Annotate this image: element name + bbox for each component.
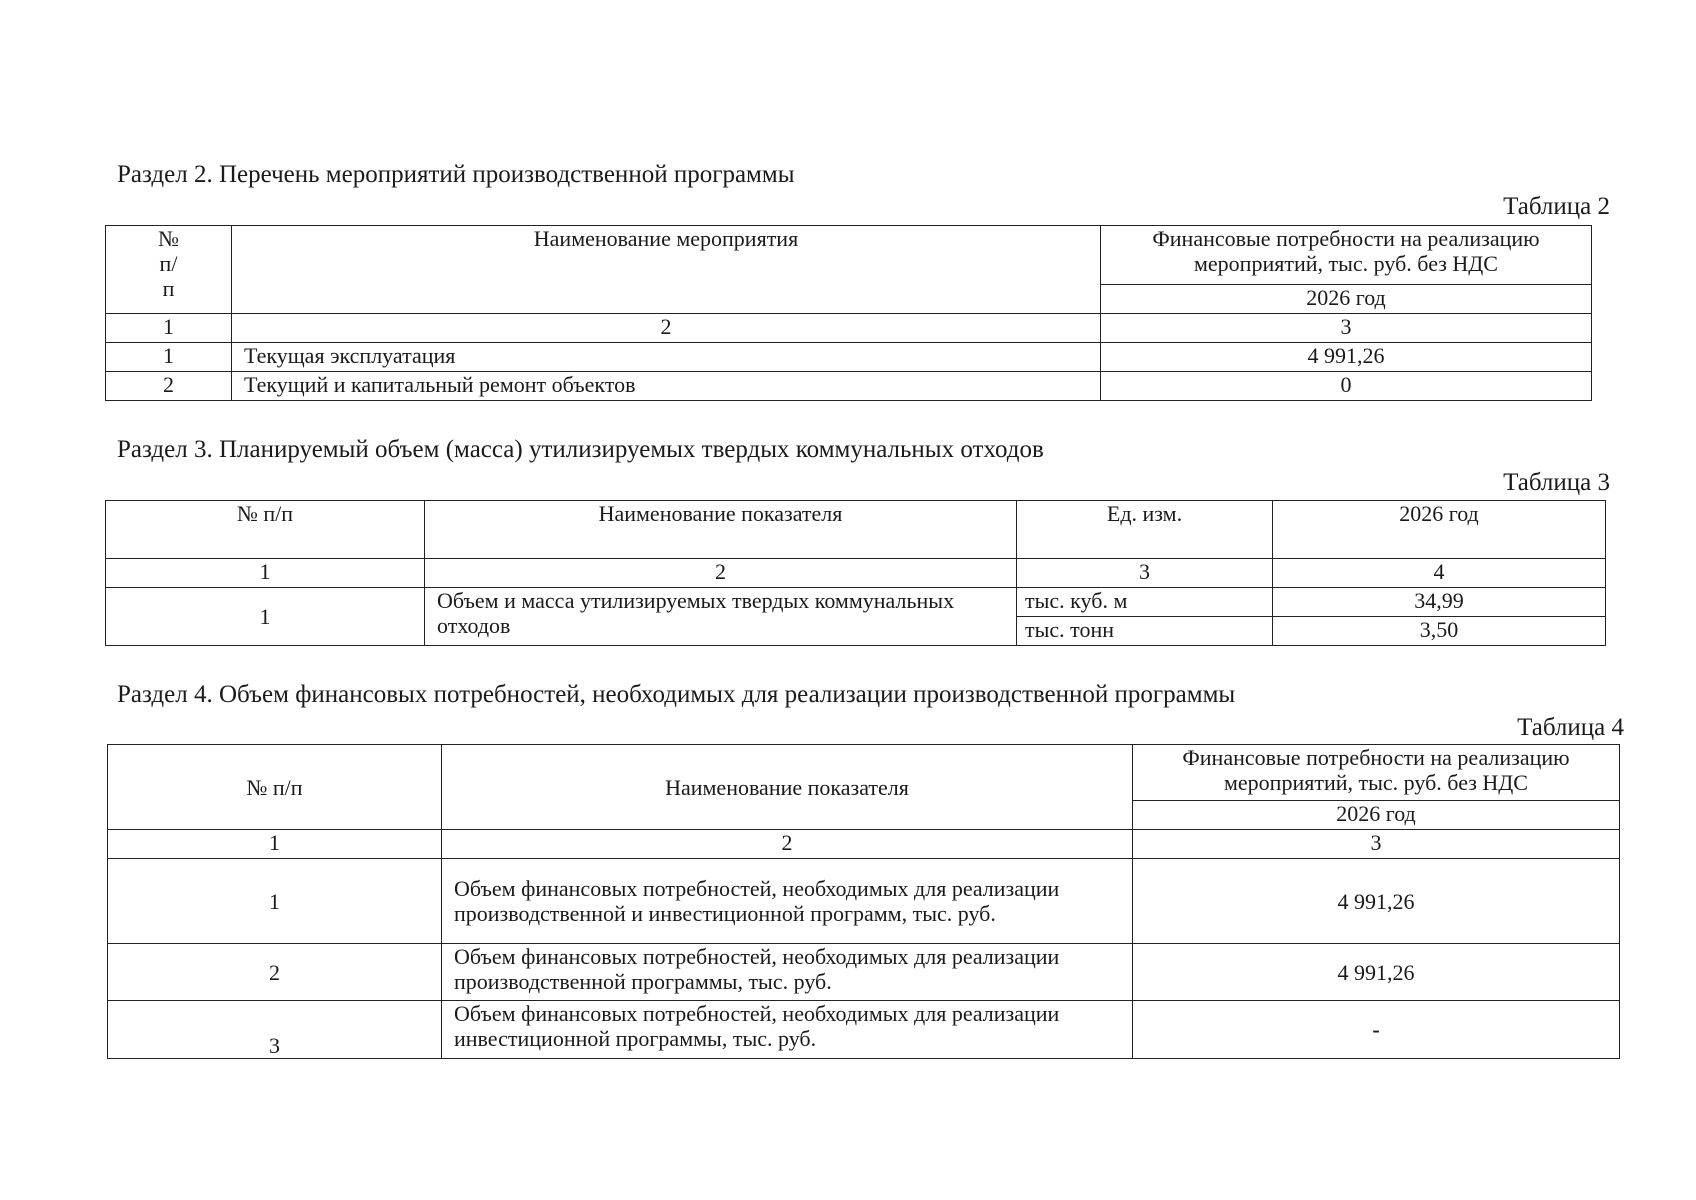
- column-number-1: 1: [106, 314, 232, 343]
- column-number-2: 2: [442, 830, 1133, 859]
- table-row: [106, 343, 1592, 372]
- header-year: 2026 год: [1273, 501, 1606, 559]
- row-value: 34,99: [1273, 588, 1606, 617]
- row-name: Текущая эксплуатация: [232, 343, 1101, 372]
- table-3-caption: Таблица 3: [1503, 469, 1610, 496]
- column-number-1: 1: [106, 559, 425, 588]
- table-2-caption: Таблица 2: [1503, 193, 1610, 220]
- section-4-heading: Раздел 4. Объем финансовых потребностей, необходимых для реализации производственной программы: [117, 681, 1236, 708]
- header-number: № п/п: [108, 745, 442, 830]
- row-number: 1: [106, 343, 232, 372]
- header-number: № п/п: [106, 501, 425, 559]
- header-number: № п/п: [106, 226, 232, 314]
- column-number-3: 3: [1017, 559, 1273, 588]
- header-finance: Финансовые потребности на реализацию мероприятий, тыс. руб. без НДС: [1101, 226, 1592, 285]
- table-row: [108, 859, 1620, 944]
- row-value: 0: [1101, 372, 1592, 401]
- table-4-caption: Таблица 4: [1517, 714, 1624, 741]
- header-indicator-name: Наименование показателя: [425, 501, 1017, 559]
- table-3: [105, 500, 1606, 646]
- row-name: Объем финансовых потребностей, необходимых для реализации производственной программы, тыс. руб.: [442, 944, 1133, 1001]
- header-year: 2026 год: [1101, 285, 1592, 314]
- row-number: 2: [106, 372, 232, 401]
- column-number-3: 3: [1101, 314, 1592, 343]
- row-unit: тыс. тонн: [1017, 617, 1273, 646]
- table-row: [108, 1001, 1620, 1059]
- row-number: 1: [108, 859, 442, 944]
- table-row: [108, 944, 1620, 1001]
- column-number-2: 2: [425, 559, 1017, 588]
- row-name: Текущий и капитальный ремонт объектов: [232, 372, 1101, 401]
- row-name: Объем финансовых потребностей, необходимых для реализации инвестиционной программы, тыс. руб.: [442, 1001, 1133, 1059]
- column-number-1: 1: [108, 830, 442, 859]
- row-value: 4 991,26: [1101, 343, 1592, 372]
- row-value: 4 991,26: [1133, 859, 1620, 944]
- column-number-2: 2: [232, 314, 1101, 343]
- column-number-3: 3: [1133, 830, 1620, 859]
- row-name: Объем и масса утилизируемых твердых коммунальных отходов: [425, 588, 1017, 646]
- table-4: [107, 744, 1620, 1059]
- row-value: -: [1133, 1001, 1620, 1059]
- section-3-heading: Раздел 3. Планируемый объем (масса) утилизируемых твердых коммунальных отходов: [117, 436, 1044, 463]
- row-name: Объем финансовых потребностей, необходимых для реализации производственной и инвестиционной программ, тыс. руб.: [442, 859, 1133, 944]
- row-unit: тыс. куб. м: [1017, 588, 1273, 617]
- table-row: [106, 588, 1606, 617]
- header-indicator-name: Наименование показателя: [442, 745, 1133, 830]
- row-number: 3: [108, 1001, 442, 1059]
- table-2: [105, 225, 1592, 401]
- column-number-4: 4: [1273, 559, 1606, 588]
- header-measure-name: Наименование мероприятия: [232, 226, 1101, 314]
- table-row: [106, 372, 1592, 401]
- header-unit: Ед. изм.: [1017, 501, 1273, 559]
- section-2-heading: Раздел 2. Перечень мероприятий производственной программы: [117, 161, 795, 188]
- row-number: 1: [106, 588, 425, 646]
- row-value: 3,50: [1273, 617, 1606, 646]
- header-year: 2026 год: [1133, 801, 1620, 830]
- row-value: 4 991,26: [1133, 944, 1620, 1001]
- row-number: 2: [108, 944, 442, 1001]
- header-finance: Финансовые потребности на реализацию мероприятий, тыс. руб. без НДС: [1133, 745, 1620, 801]
